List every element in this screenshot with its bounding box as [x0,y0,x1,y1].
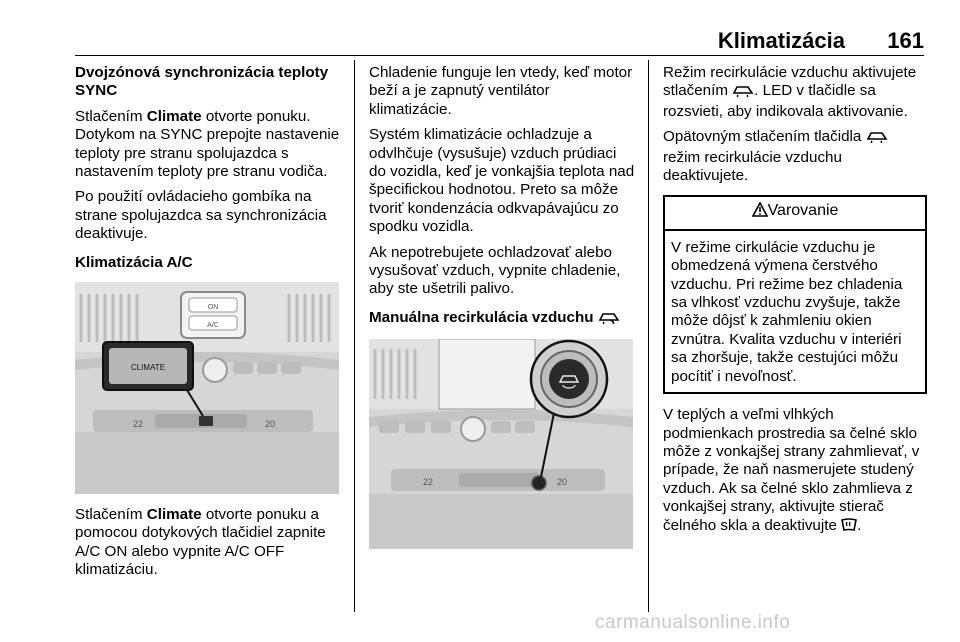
paragraph: Ak nepotrebujete ochladzovať alebo vysušovať vzduch, vypnite chladenie, aby ste ušetrili palivo. [369,243,621,298]
text: Stlačením [75,107,147,125]
temp-right-label: 20 [557,477,568,488]
windscreen-demist-icon [841,518,857,537]
dashboard-drawing [75,282,339,494]
header-rule [75,55,924,56]
column-3 [663,64,927,544]
page-number: 161 [887,28,924,53]
text: Opätovným stlačením tlačidla [663,128,866,146]
section-heading: Klimatizácia A/C [75,253,193,271]
warning-triangle-icon [752,202,768,222]
column-2 [369,64,635,561]
text: . [857,516,862,534]
column-divider [648,60,649,612]
warning-text: V režime cirkulácie vzduchu je obmedzená výmena čerstvého vzduchu. Pri režime bez chladenia sa vlhkosť vzduchu zvyšuje, takže môže dôjsť k zahmleniu okien zvnútra. Kvalita vzduchu v interiéri sa zhoršuje, takže cestujúci môžu pocítiť i nevoľnosť. [671,238,903,385]
text: . LED v tlačidle sa rozsvieti, aby indikovala aktivovanie. [663,82,908,120]
text: otvorte ponuku a pomocou dotykových tlačidiel zapnite A/C ON alebo vypnite A/C OFF klimatizáciu. [75,506,326,579]
heading-text: Manuálna recirkulácia vzduchu [369,308,594,326]
text: Režim recirkulácie vzduchu aktivujete stlačením [663,64,917,100]
climate-callout-label: CLIMATE [130,363,166,373]
button-name: Climate [146,107,202,125]
paragraph [663,64,927,121]
temp-right-label: 20 [265,419,276,430]
button-name: Climate [146,506,202,524]
paragraph: Chladenie funguje len vtedy, keď motor beží a je zapnutý ventilátor klimatizácie. [369,64,633,118]
dashboard-drawing [369,339,633,549]
text: V teplých a veľmi vlhkých podmienkach prostredia sa čelné sklo môže z vonkajšej strany zahmlievať, v prípade, že naň nasmerujete studený vzduch. Ak sa čelné sklo zahmlieva z vonkajšej strany, aktivujte stierač čelného skla a deaktivujte [663,406,920,534]
text: otvorte ponuku. Dotykom na SYNC prepojte nastavenie teploty pre stranu spolujazdca s nastavením teploty pre stranu vodiča. [75,107,340,181]
paragraph [663,406,927,537]
recirculation-button-illustration [369,339,633,549]
column-divider [354,60,355,612]
climate-control-illustration [75,282,339,494]
watermark: carmanualsonline.info [595,612,791,633]
text: režim recirkulácie vzduchu deaktivujete. [663,148,842,185]
recirculation-icon [866,130,888,148]
paragraph [663,128,927,185]
warning-box [663,195,927,394]
paragraph [75,506,341,580]
paragraph [75,108,341,182]
warning-title: Varovanie [767,202,839,220]
section-heading: Dvojzónová synchronizácia teploty SYNC [75,64,329,100]
page-title: Klimatizácia [717,28,845,53]
ac-button-label: A/C [207,322,219,330]
warning-header [665,197,925,230]
text: Stlačením [75,506,147,524]
temp-left-label: 22 [133,419,144,430]
section-heading [369,309,635,329]
paragraph: Systém klimatizácie ochladzuje a odvlhčuje (vysušuje) vzduch prúdiaci do vozidla, keď je vonkajšia teplota nad špecifickou hodnotou. Preto sa môže tvoriť kondenzácia odkvapávajúcu zo spodku vozidla. [369,126,635,236]
column-1 [75,64,341,587]
recirculation-icon [732,84,754,102]
temp-left-label: 22 [423,477,434,488]
paragraph: Po použití ovládacieho gombíka na strane spolujazdca sa synchronizácia deaktivuje. [75,188,327,243]
on-button-label: ON [207,304,219,312]
page-header [0,0,960,60]
recirculation-icon [598,311,620,329]
